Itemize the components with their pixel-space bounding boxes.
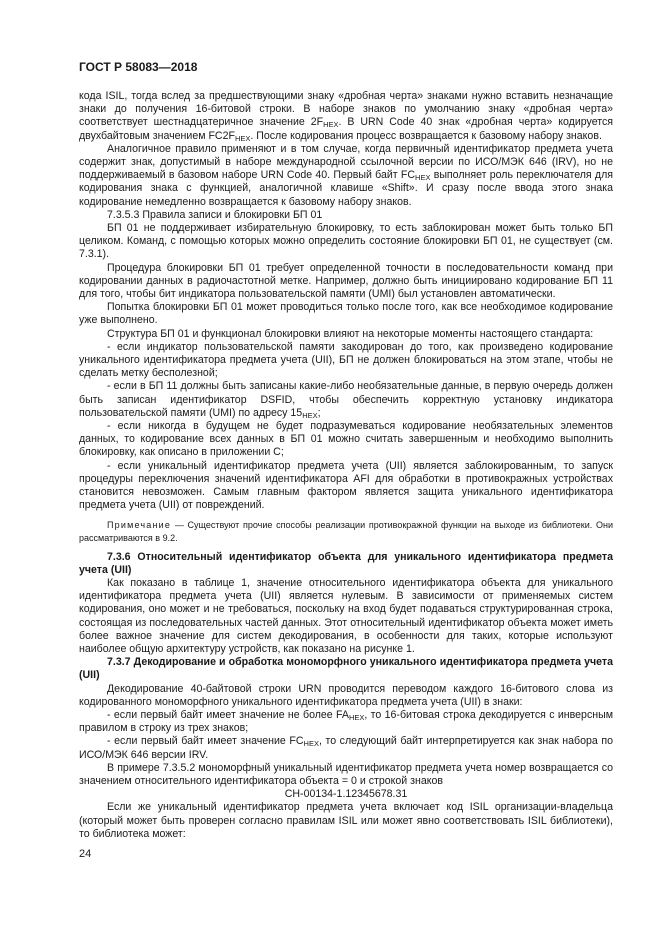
text-paragraph: 7.3.5.3 Правила записи и блокировки БП 01 — [107, 208, 323, 221]
subscript: HEX — [323, 120, 339, 130]
text-paragraph: - если первый байт имеет значение $FC_{HEX}$, то следующий байт интерпретируется как знак набора по ИСО/МЭК 646 версии IRV. — [79, 735, 614, 761]
subscript: HEX — [415, 173, 431, 183]
subscript: HEX — [234, 133, 251, 143]
text-paragraph: БП 01 не поддерживает избирательную блокировку, то есть заблокирован может быть только БП целиком. Команд, с помощью которых можно определить состояние блокировки БП 01, не существует (см. 7.3.1). — [79, 222, 613, 261]
note-label: Примечание — [107, 519, 172, 530]
text-paragraph: Декодирование 40-байтовой строки URN проводится переводом каждого 16-битового слова из кодированного мономорфного уникального идентификатора предмета учета (UII) в знаки: — [79, 682, 613, 708]
section-heading: 7.3.6 Относительный идентификатор объекта для уникального идентификатора предмета учета (UII) — [79, 550, 613, 576]
text-paragraph: - если никогда в будущем не будет подразумеваться кодирование необязательных элементов данных, то кодирование всех данных в БП 01 можно считать завершенным и необходимо выполнить блокировку, как описано в приложении С; — [79, 420, 613, 459]
text-paragraph: В примере 7.3.5.2 мономорфный уникальный идентификатор предмета учета номер возвращается со значением относительного идентификатора объекта = 0 и строкой знаков — [79, 761, 613, 787]
text-paragraph: Структура БП 01 и функционал блокировки влияют на некоторые моменты настоящего стандарта: — [107, 327, 594, 340]
subscript: HEX — [302, 410, 318, 420]
text-paragraph: - если индикатор пользовательской памяти закодирован до того, как произведено кодирование уникального идентификатора предмета учета (UII), БП не должен блокироваться на этом этапе, чтобы не сделать метку бесполезной; — [79, 340, 613, 380]
subscript: HEX — [348, 712, 365, 722]
text-paragraph: Аналогичное правило применяют и в том случае, когда первичный идентификатор предмета учета содержит знак, допустимый в наборе международной ссылочной версии по ИСО/МЭК 646 (IRV), но не поддерживаемый в базовом наборе URN Code 40. Первый байт $FC_{HEX}$ выполняет роль переключателя для кодирования знака с функцией, аналогичной клавише «Shift». И сразу после ввода этого знака кодирование немедленно возвращается к базовому набору знаков. — [79, 142, 613, 208]
text-paragraph: Процедура блокировки БП 01 требует определенной точности в последовательности команд при кодировании данных в радиочастотной метке. Например, должно быть инициировано кодирование БП 11 для того, чтобы бит индикатора пользовательской памяти (UMI) был установлен автоматически. — [79, 261, 613, 301]
text-paragraph: - если в БП 11 должны быть записаны какие-либо необязательные данные, в первую очередь должен быть записан идентификатор DSFID, чтобы обеспечить корректную установку индикатора пользовательской памяти (UMI) по адресу $15_{HEX}$; — [79, 380, 613, 420]
section-heading: 7.3.7 Декодирование и обработка мономорфного уникального идентификатора предмета учета (UII) — [79, 656, 613, 682]
document-body — [79, 90, 613, 841]
text-paragraph: Как показано в таблице 1, значение относительного идентификатора объекта для уникального идентификатора предмета учета (UII) является нулевым. В зависимости от применяемых систем кодирования, оно может и не требоваться, поскольку на вход будет подаваться структурированная строка, состоящая из последовательных частей данных. Этот относительный идентификатор объекта может иметь более важное значение для систем декодирования, в особенности для таких, которые используют наиболее общую архитектуру устройств, как показано на рисунке 1. — [79, 576, 613, 655]
text-paragraph: Попытка блокировки БП 01 может проводиться только после того, как все необходимое кодирование уже выполнено. — [79, 301, 613, 327]
subscript: HEX — [303, 739, 319, 749]
text-paragraph: - если первый байт имеет значение не более $FA_{HEX}$, то 16-битовая строка декодируется с инверсным правилом в строку из трех знаков; — [79, 708, 613, 735]
note-paragraph: Примечание — Существуют прочие способы реализации противокражной функции на выходе из библиотеки. Они рассматриваются в 9.2. — [79, 519, 613, 543]
text-paragraph: Если же уникальный идентификатор предмета учета включает код ISIL организации-владельца (который может быть проверен согласно правилам ISIL или может явно соответствовать ISIL библиотеки), то библиотека может: — [79, 801, 613, 840]
text-paragraph: кода ISIL, тогда вслед за предшествующими знаку «дробная черта» знаками нужно вставить незначащие знаки до получения 16-битовой строки. В наборе знаков по умолчанию знаку «дробная черта» соответствует шестнадцатеричное значение $2F_{HEX}$. В URN Code 40 знак «дробная черта» кодируется двухбайтовым значением $FC2F_{HEX}$. После кодирования процесс возвращается к базовому набору знаков. — [79, 90, 613, 143]
text-paragraph: - если уникальный идентификатор предмета учета (UII) является заблокированным, то запуск процедуры переключения значений идентификатора AFI для обработки в противокражных устройствах становится невозможен. Самым главным фактором является защита уникального идентификатора предмета учета (UII) от повреждений. — [79, 459, 613, 512]
page-number: 24 — [79, 848, 92, 860]
code-string: CH-00134-1.12345678.31 — [284, 788, 408, 801]
document-header: ГОСТ Р 58083—2018 — [79, 60, 198, 74]
